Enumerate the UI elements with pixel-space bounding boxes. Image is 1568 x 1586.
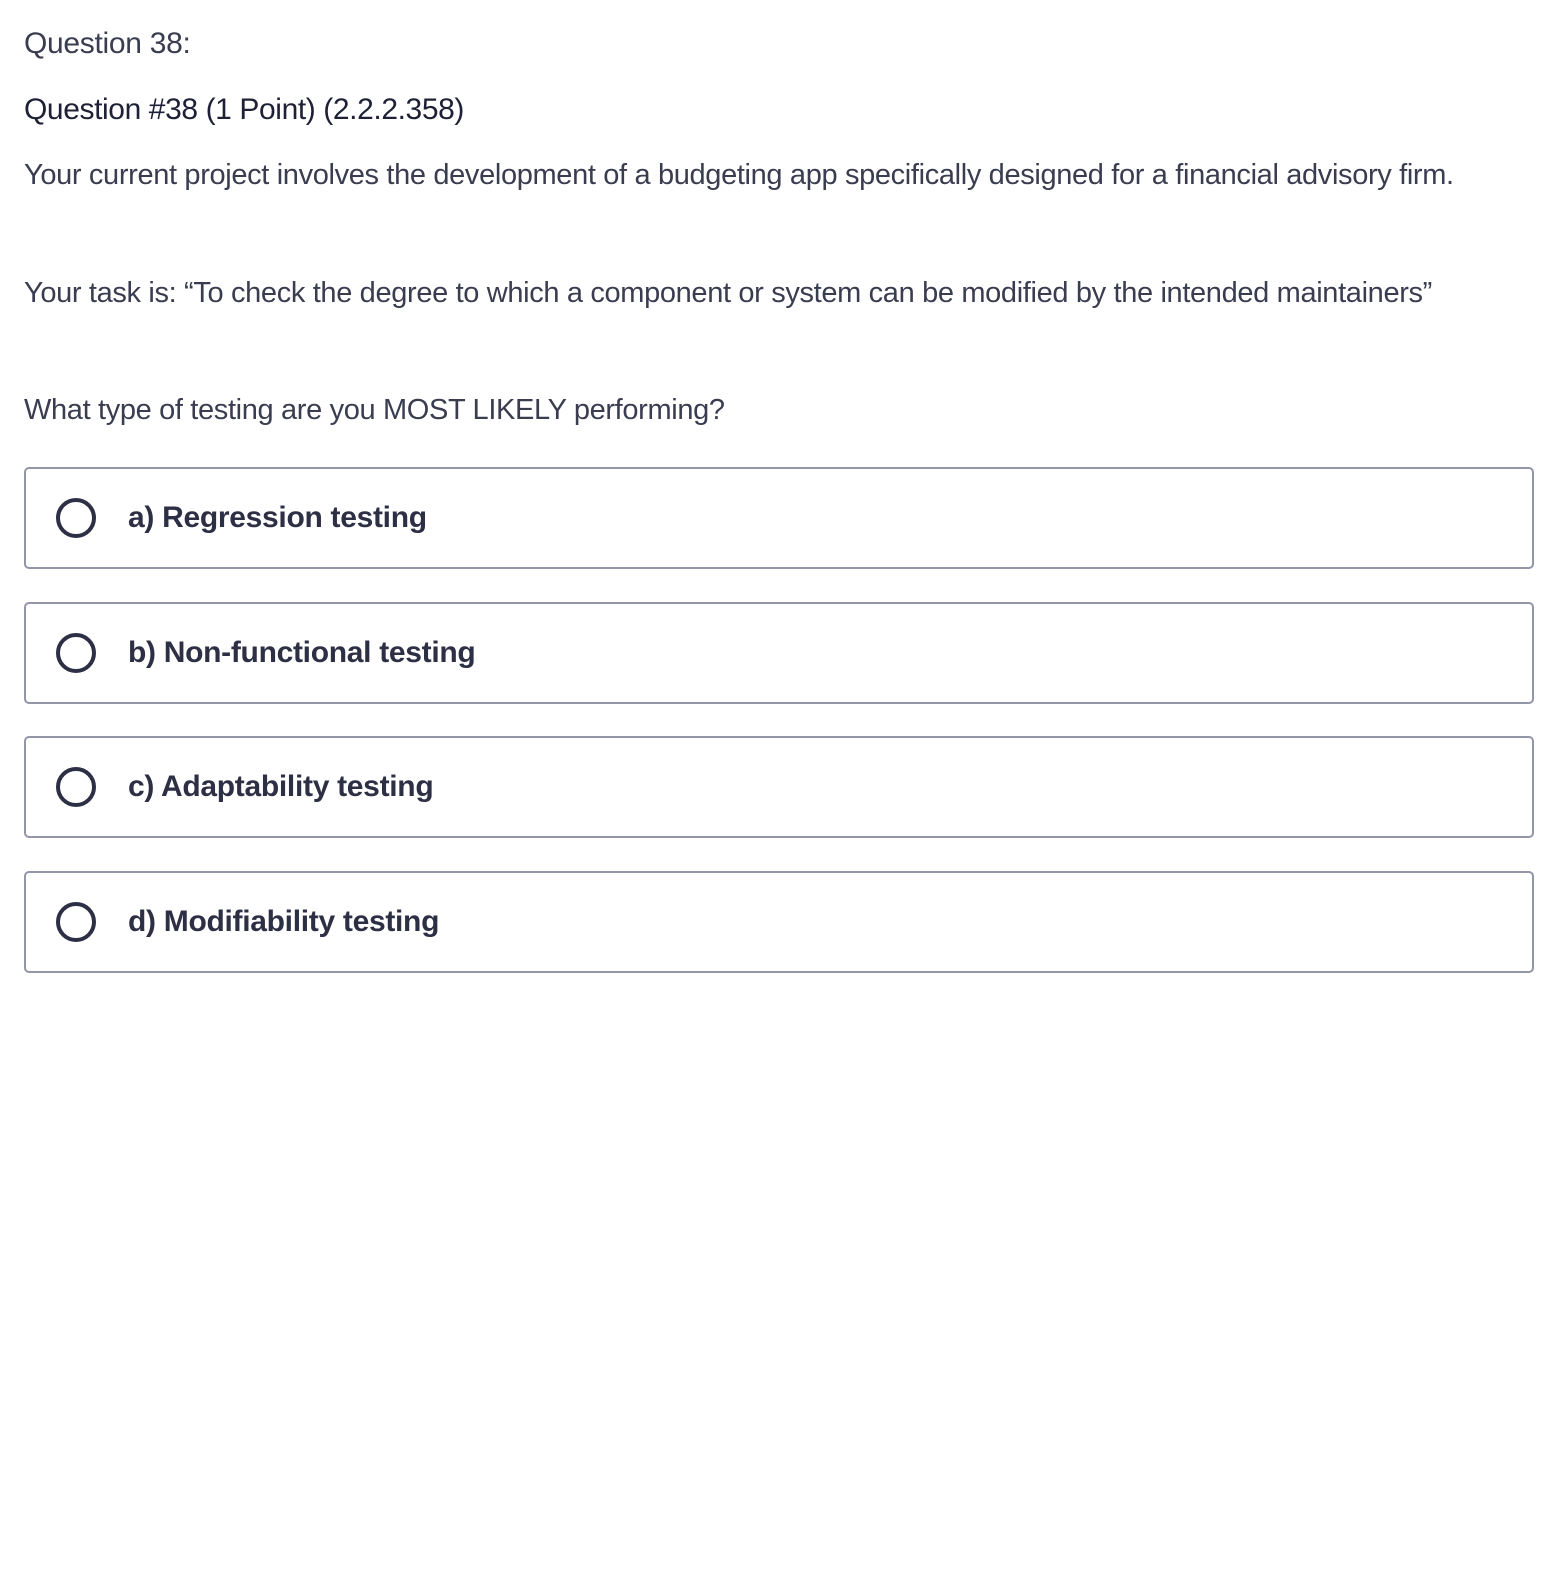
question-task-paragraph: Your task is: “To check the degree to which a component or system can be modified by the intended maintainers”: [24, 277, 1432, 309]
answer-option-b[interactable]: [24, 602, 1534, 704]
answer-option-label: d) Modifiability testing: [128, 904, 440, 938]
answer-option-label: b) Non-functional testing: [128, 635, 476, 669]
radio-unchecked-icon[interactable]: [56, 633, 96, 673]
question-number-label: Question 38:: [24, 27, 191, 60]
question-prompt: What type of testing are you MOST LIKELY performing?: [24, 394, 725, 426]
answer-option-label: c) Adaptability testing: [128, 770, 434, 803]
answer-options-list: [24, 467, 1534, 1005]
question-header: Question #38 (1 Point) (2.2.2.358): [24, 93, 465, 126]
question-context-paragraph: Your current project involves the development of a budgeting app specifically designed for a financial advisory firm.: [24, 159, 1454, 191]
radio-unchecked-icon[interactable]: [56, 902, 96, 942]
answer-option-label: a) Regression testing: [128, 501, 427, 534]
radio-unchecked-icon[interactable]: [56, 498, 96, 538]
answer-option-a[interactable]: [24, 467, 1534, 569]
radio-unchecked-icon[interactable]: [56, 767, 96, 807]
answer-option-d[interactable]: [24, 871, 1534, 973]
answer-option-c[interactable]: [24, 736, 1534, 838]
